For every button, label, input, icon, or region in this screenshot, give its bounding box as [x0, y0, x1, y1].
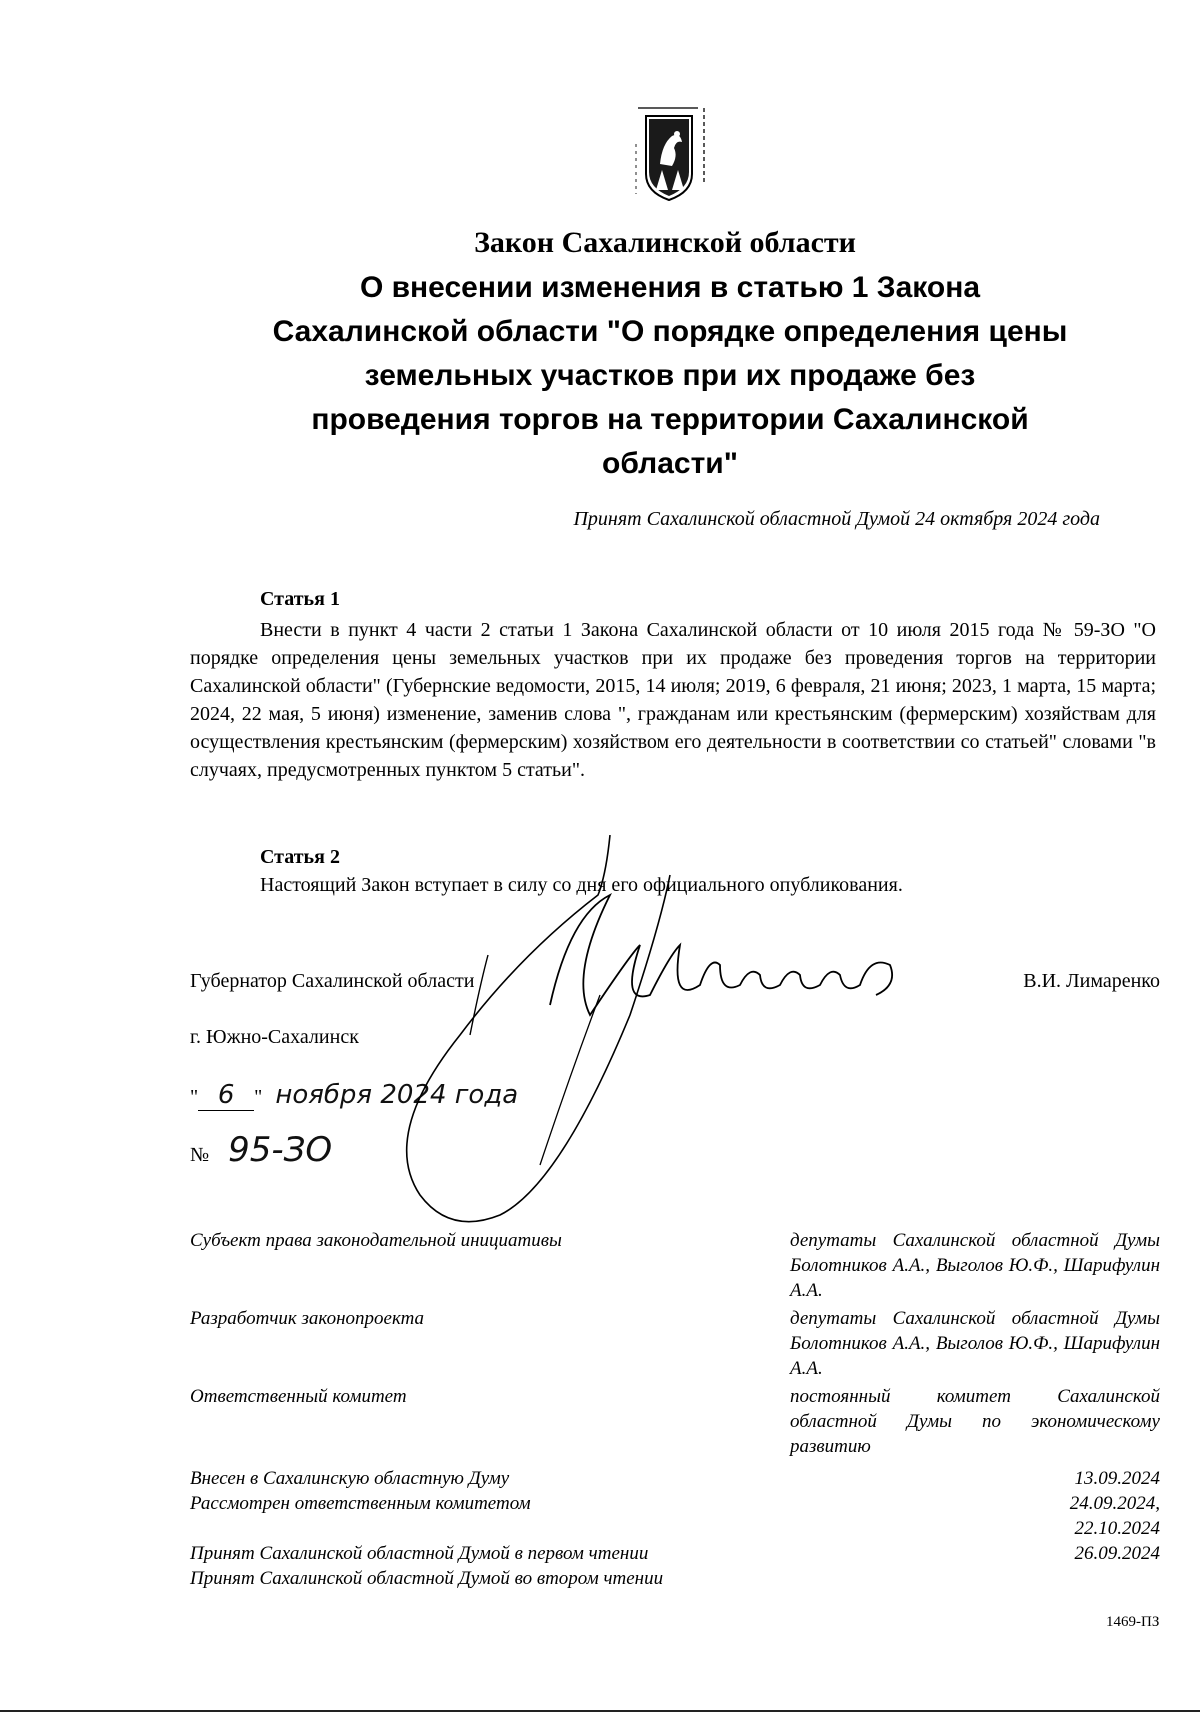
info-value: депутаты Сахалинской областной Думы Болотников А.А., Выголов Ю.Ф., Шарифулин А.А. — [790, 1308, 1160, 1379]
info-value: депутаты Сахалинской областной Думы Болотников А.А., Выголов Ю.Ф., Шарифулин А.А. — [790, 1230, 1160, 1301]
date-row-label: Принят Сахалинской областной Думой во втором чтении — [190, 1568, 664, 1589]
quote-mark: " — [254, 1086, 263, 1108]
law-title-line: Сахалинской области "О порядке определения цены — [272, 315, 1068, 348]
number-handwritten: 95-ЗО — [228, 1130, 333, 1170]
adopted-note: Принят Сахалинской областной Думой 24 октября 2024 года — [573, 508, 1100, 530]
law-title-line: О внесении изменения в статью 1 Закона — [359, 271, 981, 304]
law-title — [230, 266, 1110, 486]
article-1-heading: Статья 1 — [260, 588, 340, 610]
article-1-text: Внести в пункт 4 части 2 статьи 1 Закона Сахалинской области от 10 июля 2015 года № 59-ЗО "О порядке определения цены земельных участков при их продаже без проведения торгов на территории Сахалинской области" (Губернские ведомости, 2015, 14 июля; 2019, 6 февраля, 21 июня; 2023, 1 марта, 15 марта; 2024, 22 мая, 5 июня) изменение, заменив слова ", гражданам или крестьянским (фермерским) хозяйствам для осуществления крестьянским (фермерским) хозяйством его деятельности в соответствии со статьей" словами "в случаях, предусмотренных пунктом 5 статьи". — [190, 619, 1156, 781]
number-line — [190, 1130, 332, 1170]
article-2-text: Настоящий Закон вступает в силу со дня его официального опубликования. — [260, 874, 903, 896]
number-label: № — [190, 1144, 210, 1166]
date-row-value: 24.09.2024, — [1069, 1493, 1160, 1514]
quote-mark: " — [190, 1086, 199, 1108]
law-header: Закон Сахалинской области — [474, 226, 856, 259]
governor-position: Губернатор Сахалинской области — [190, 970, 475, 992]
info-label: Субъект права законодательной инициативы — [190, 1230, 562, 1251]
info-label: Ответственный комитет — [190, 1386, 407, 1407]
law-title-line: земельных участков при их продаже без — [364, 359, 976, 392]
date-day: 6 — [198, 1080, 254, 1111]
governor-signature — [370, 835, 940, 1235]
law-title-line: области" — [602, 447, 738, 480]
date-row-label: Внесен в Сахалинскую областную Думу — [190, 1468, 510, 1489]
scan-edge-line — [0, 1710, 1200, 1712]
governor-name: В.И. Лимаренко — [1023, 970, 1160, 992]
date-row-label: Рассмотрен ответственным комитетом — [190, 1493, 531, 1514]
law-title-line: проведения торгов на территории Сахалинской — [311, 403, 1029, 436]
footer-code: 1469-ПЗ — [1106, 1614, 1160, 1630]
info-label: Разработчик законопроекта — [190, 1308, 425, 1329]
info-value: постоянный комитет Сахалинской областной Думы по экономическому развитию — [790, 1386, 1160, 1457]
article-2-heading: Статья 2 — [260, 846, 340, 868]
date-row-value: 13.09.2024 — [1074, 1468, 1160, 1489]
date-handwritten: ноября 2024 года — [275, 1080, 519, 1110]
coat-of-arms-icon — [632, 104, 712, 204]
date-row-label: Принят Сахалинской областной Думой в первом чтении — [190, 1543, 649, 1564]
date-row-value: 22.10.2024 — [1074, 1518, 1160, 1539]
date-row-value: 26.09.2024 — [1074, 1543, 1160, 1564]
city-name: г. Южно-Сахалинск — [190, 1026, 359, 1048]
